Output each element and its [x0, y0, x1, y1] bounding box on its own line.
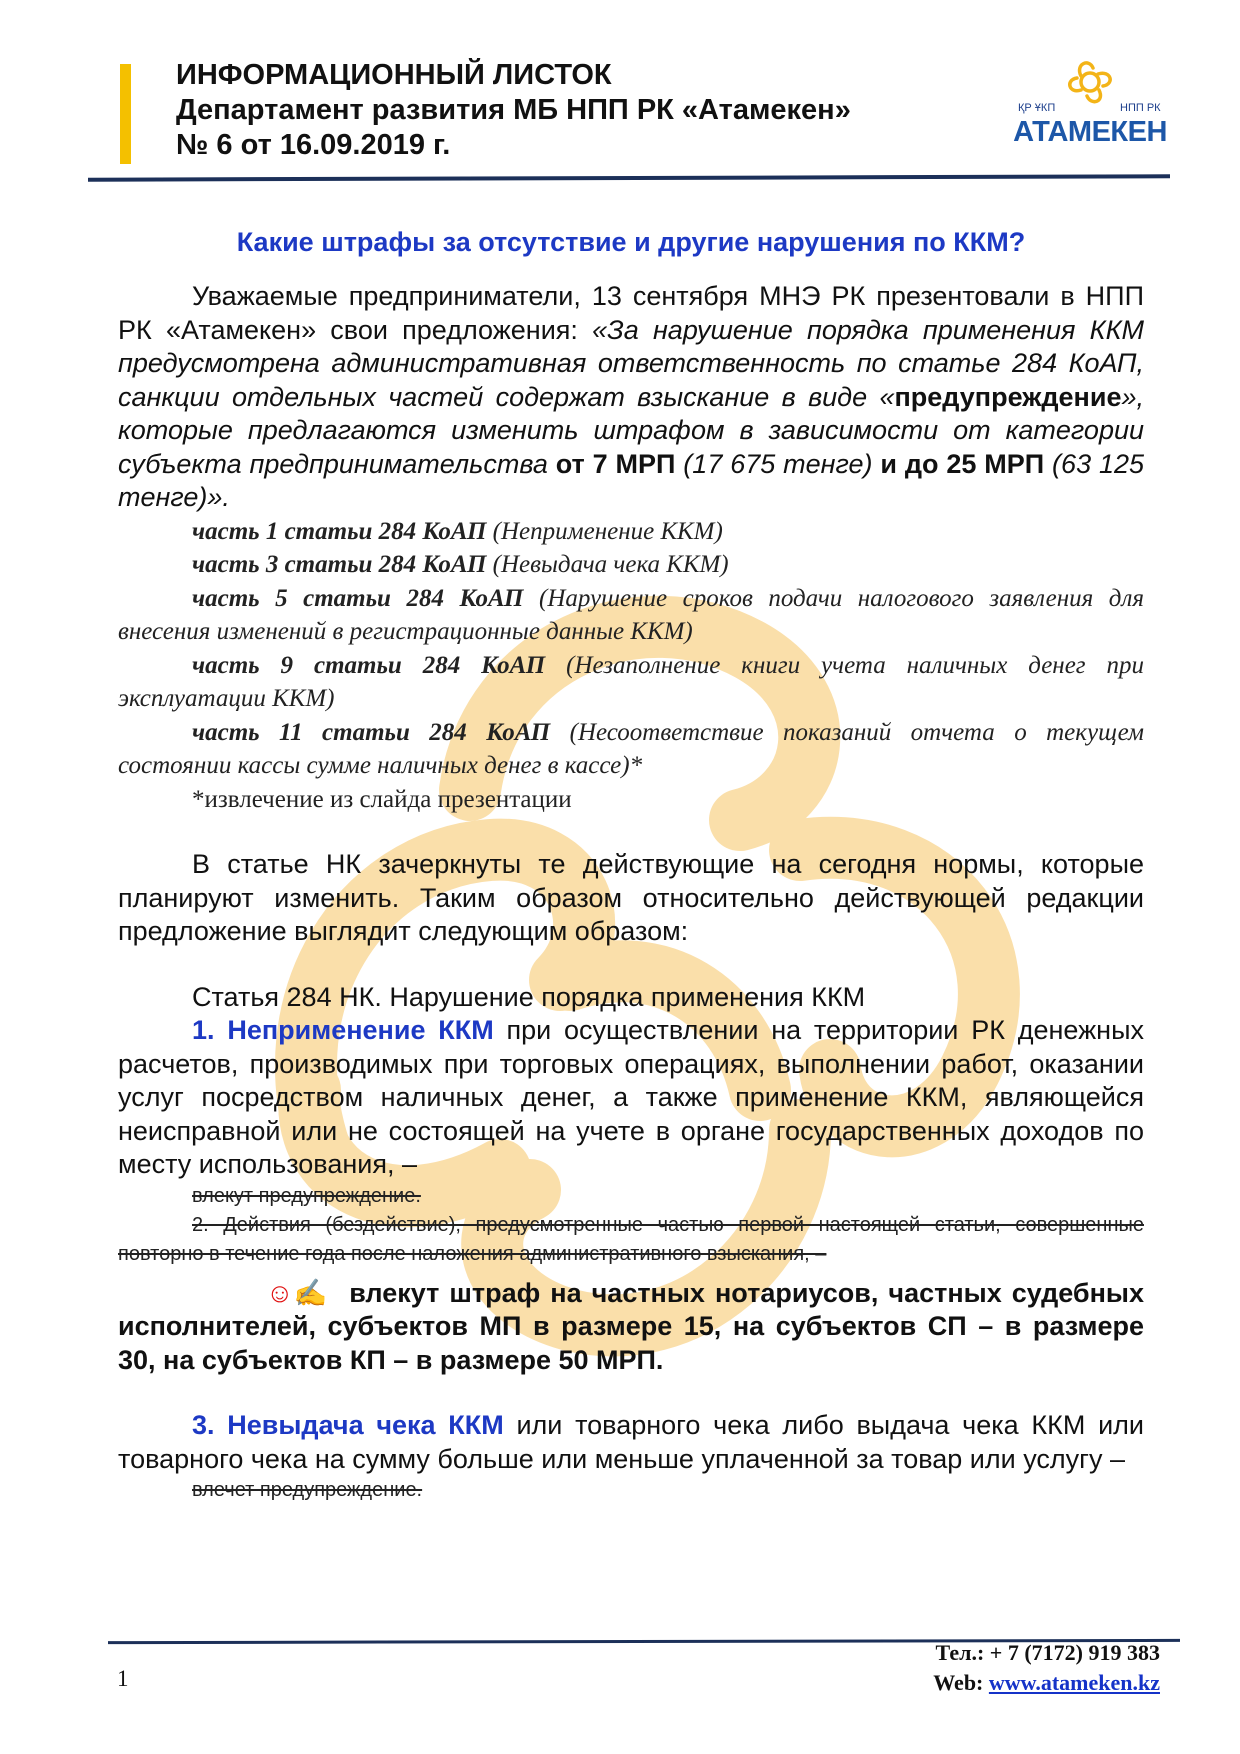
page-number: 1 — [117, 1666, 129, 1691]
part-desc: (Незаполнение книги учета наличных денег при эксплуатации ККМ) — [118, 651, 1144, 712]
intro-min-fine: от 7 МРП — [555, 448, 676, 479]
part-item — [118, 515, 1144, 549]
article-heading: Какие штрафы за отсутствие и другие нарушения по ККМ? — [236, 227, 1026, 257]
part-ref: часть 3 статьи 284 КоАП — [192, 551, 487, 578]
item-3 — [118, 1409, 1144, 1476]
struck-text-3: влечет предупреждение. — [192, 1479, 423, 1501]
article-body — [118, 224, 1144, 1505]
header-issue: № 6 от 16.09.2019 г. — [176, 129, 451, 161]
part-item — [118, 582, 1144, 649]
part-desc: (Несоответствие показаний отчета о текущем состоянии кассы сумме наличных денег в кассе)* — [118, 718, 1144, 779]
part-desc: (Нарушение сроков подачи налогового заявления для внесения изменений в регистрационные данные ККМ) — [118, 584, 1144, 645]
footer-web-label: Web: — [933, 1670, 989, 1695]
struck-text-2: 2. Действия (бездействие), предусмотренные частью первой настоящей статьи, совершенные повторно в течение года после наложения административного взыскания, – — [118, 1213, 1144, 1265]
logo-sub-right: НПП РК — [1120, 102, 1161, 114]
logo-sub-left: ҚР ҰКП — [1018, 102, 1056, 114]
footer-phone: Тел.: + 7 (7172) 919 383 — [935, 1640, 1160, 1665]
new-rule — [118, 1277, 1144, 1378]
part-ref: часть 1 статьи 284 КоАП — [192, 517, 487, 545]
smiley-hand-icon: ☺✍ — [266, 1277, 328, 1308]
footnote: *извлечение из слайда презентации — [192, 785, 572, 813]
intro-warning-word: предупреждение — [894, 381, 1122, 412]
intro-paragraph — [118, 280, 1144, 515]
item-1 — [118, 1014, 1144, 1182]
part-item — [118, 716, 1144, 783]
atameken-knot-icon — [1065, 58, 1115, 106]
header-divider — [88, 174, 1170, 181]
intro-text-1: Уважаемые предприниматели, 13 сентября МНЭ РК презентовали в НПП РК «Атамекен» свои предложения: — [118, 281, 1144, 345]
header-department: Департамент развития МБ НПП РК «Атамекен» — [176, 94, 851, 126]
part-item — [118, 649, 1144, 716]
document-header — [176, 58, 851, 163]
article-title: Статья 284 НК. Нарушение порядка применения ККМ — [192, 981, 866, 1012]
header-accent-bar — [120, 64, 131, 164]
item-3-text: или товарного чека либо выдача чека ККМ или товарного чека на сумму больше или меньше уплаченной за товар или услугу – — [118, 1410, 1144, 1474]
new-rule-text: влекут штраф на частных нотариусов, частных судебных исполнителей, субъектов МП в размере 15, на субъектов СП – в размере 30, на субъектов КП – в размере 50 МРП. — [118, 1277, 1144, 1375]
intro-quote-1: «За нарушение порядка применения ККМ предусмотрена административная ответственность по статье 284 КоАП, санкции отдельных частей содержат взыскание в виде « — [118, 314, 1144, 412]
part-ref: часть 9 статьи 284 КоАП — [192, 651, 546, 679]
item-1-label: 1. Неприменение ККМ — [192, 1015, 494, 1045]
footer-contacts — [933, 1638, 1160, 1698]
logo-name: АТАМЕКЕН — [1013, 116, 1167, 148]
part-ref: часть 11 статьи 284 КоАП — [192, 718, 551, 746]
part-item — [118, 548, 1144, 582]
intro-max-tenge: (63 125 тенге)». — [118, 448, 1145, 512]
part-desc: (Неприменение ККМ) — [486, 517, 723, 545]
header-title: ИНФОРМАЦИОННЫЙ ЛИСТОК — [176, 59, 612, 91]
footer-web — [933, 1668, 1160, 1698]
website-link[interactable]: www.atameken.kz — [988, 1670, 1160, 1695]
explain-paragraph: В статье НК зачеркнуты те действующие на сегодня нормы, которые планируют изменить. Таким образом относительно действующей редакции предложение выглядит следующим образом: — [118, 849, 1144, 946]
intro-max-fine: и до 25 МРП — [880, 448, 1045, 479]
struck-text-1: влекут предупреждение. — [192, 1184, 421, 1207]
item-3-label: 3. Невыдача чека ККМ — [192, 1410, 504, 1440]
intro-quote-2: », которые предлагаются изменить штрафом в зависимости от категории субъекта предпринимательства — [118, 381, 1144, 479]
atameken-logo — [1010, 58, 1170, 158]
part-ref: часть 5 статьи 284 КоАП — [192, 584, 524, 612]
part-desc: (Невыдача чека ККМ) — [486, 551, 729, 578]
item-1-text: при осуществлении на территории РК денежных расчетов, производимых при торговых операциях, выполнении работ, оказании услуг посредством наличных денег, а также применение ККМ, являющейся неисправной или не состоящей на учете в органе государственных доходов по месту использования, – — [118, 1015, 1144, 1179]
intro-min-tenge: (17 675 тенге) — [675, 448, 881, 479]
